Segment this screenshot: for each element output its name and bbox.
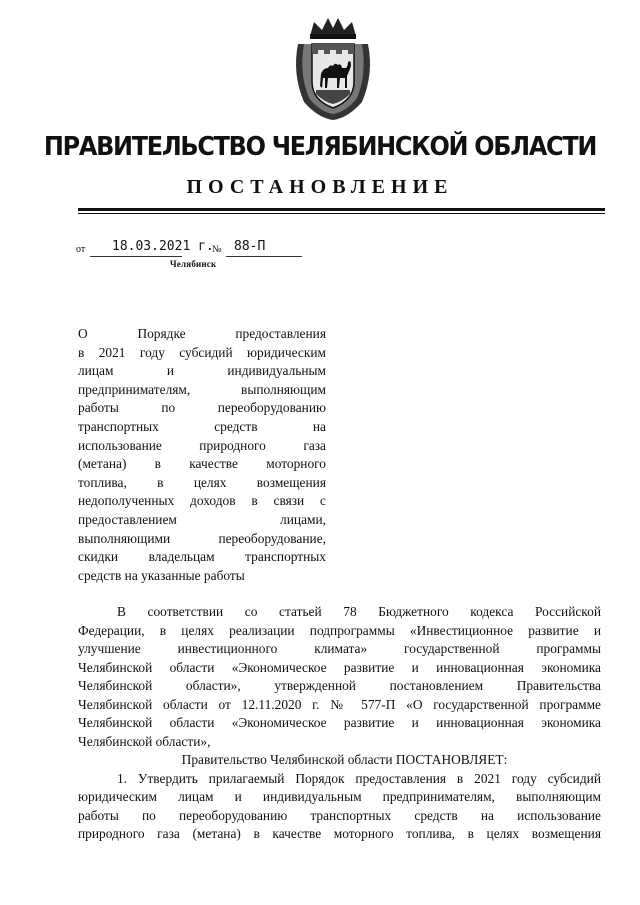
body-line: Челябинской области», утвержденной постановлением Правительства bbox=[78, 678, 601, 693]
body-line: Федерации, в целях реализации подпрограммы «Инвестиционное развитие и bbox=[78, 622, 601, 638]
from-label: от bbox=[76, 244, 86, 255]
body-line: природного газа (метана) в качестве моторного топлива, в целях возмещения bbox=[78, 826, 601, 841]
body-line: Челябинской области от 12.11.2020 г. № 577-П «О государственной программе bbox=[78, 696, 601, 712]
body-line: юридическим лицам и индивидуальным предпринимателям, выполняющим bbox=[78, 789, 601, 804]
government-title: ПРАВИТЕЛЬСТВО ЧЕЛЯБИНСКОЙ ОБЛАСТИ bbox=[43, 132, 597, 162]
subject-line: средств на указанные работы bbox=[78, 567, 245, 583]
subject-line: работы по переоборудованию bbox=[78, 400, 326, 416]
body-line: Челябинской области», bbox=[78, 733, 211, 749]
header-rule-thick bbox=[78, 208, 605, 211]
body-line: работы по переоборудованию транспортных средств на использование bbox=[78, 807, 601, 823]
subject-line: топлива, в целях возмещения bbox=[78, 474, 326, 490]
header-rule-thin bbox=[78, 213, 605, 214]
subject-line: О Порядке предоставления bbox=[78, 326, 326, 341]
body-line: 1. Утвердить прилагаемый Порядок предоставления в 2021 году субсидий bbox=[117, 770, 601, 786]
body-line: Челябинской области «Экономическое развитие и инновационная экономика bbox=[78, 715, 601, 730]
subject-line: предоставлением лицами, bbox=[78, 511, 326, 527]
coat-of-arms-icon bbox=[290, 14, 376, 122]
document-subject bbox=[78, 325, 326, 585]
subject-line: лицам и индивидуальным bbox=[78, 363, 326, 379]
subject-line: недополученных доходов в связи с bbox=[78, 493, 326, 509]
subject-line: предпринимателям, выполняющим bbox=[78, 381, 326, 397]
resolution-line: Правительство Челябинской области ПОСТАНОВЛЯЕТ: bbox=[181, 752, 508, 767]
subject-line: скидки владельцам транспортных bbox=[78, 549, 326, 565]
subject-line: (метана) в качестве моторного bbox=[78, 456, 326, 472]
document-number: 88-П bbox=[234, 239, 266, 254]
subject-line: в 2021 году субсидий юридическим bbox=[78, 344, 326, 360]
document-body bbox=[78, 603, 601, 844]
body-line: улучшение инвестиционного климата» государственной программы bbox=[78, 641, 601, 656]
subject-line: использование природного газа bbox=[78, 437, 326, 453]
document-date: 18.03.2021 г. bbox=[112, 239, 214, 254]
number-label: № bbox=[212, 244, 222, 255]
subject-line: выполняющими переоборудование, bbox=[78, 530, 326, 546]
document-type: ПОСТАНОВЛЕНИЕ bbox=[186, 176, 454, 198]
body-line: Челябинской области «Экономическое развитие и инновационная экономика bbox=[78, 659, 601, 675]
subject-line: транспортных средств на bbox=[78, 418, 326, 434]
body-line: В соответствии со статьей 78 Бюджетного кодекса Российской bbox=[117, 604, 601, 619]
city-name: Челябинск bbox=[170, 259, 217, 269]
date-number-line bbox=[76, 240, 316, 260]
